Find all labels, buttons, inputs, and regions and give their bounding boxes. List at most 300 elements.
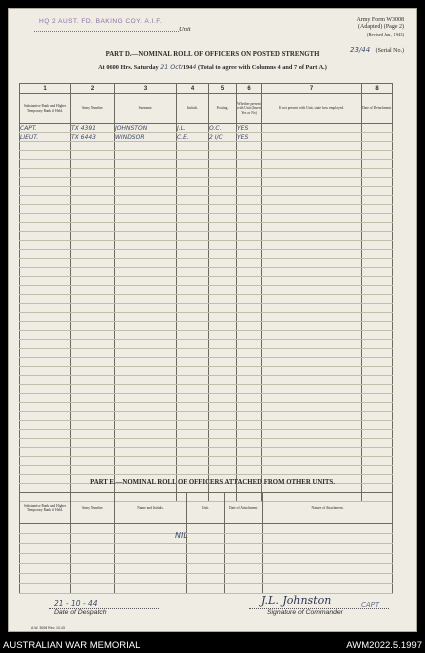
part-d-cell[interactable]	[177, 394, 209, 403]
part-d-cell[interactable]	[20, 196, 71, 205]
part-d-cell[interactable]	[262, 160, 362, 169]
part-d-cell[interactable]	[20, 268, 71, 277]
part-d-cell[interactable]	[71, 349, 115, 358]
part-d-cell[interactable]	[20, 439, 71, 448]
part-e-cell[interactable]	[20, 584, 71, 594]
part-d-cell[interactable]	[177, 214, 209, 223]
part-d-cell[interactable]	[20, 205, 71, 214]
part-d-cell[interactable]	[20, 349, 71, 358]
part-d-cell[interactable]	[262, 385, 362, 394]
part-d-cell[interactable]	[362, 232, 393, 241]
part-d-cell[interactable]	[177, 268, 209, 277]
part-d-cell[interactable]	[71, 376, 115, 385]
part-d-cell[interactable]	[262, 448, 362, 457]
part-d-cell[interactable]	[237, 295, 262, 304]
part-d-cell[interactable]	[115, 295, 177, 304]
part-d-cell[interactable]	[362, 142, 393, 151]
part-d-cell[interactable]	[237, 142, 262, 151]
part-d-cell[interactable]	[115, 376, 177, 385]
part-d-cell[interactable]	[177, 160, 209, 169]
part-d-cell[interactable]	[115, 142, 177, 151]
part-d-cell[interactable]	[20, 277, 71, 286]
part-d-cell[interactable]	[362, 295, 393, 304]
part-e-cell[interactable]	[187, 584, 225, 594]
part-d-cell[interactable]	[115, 412, 177, 421]
part-d-cell[interactable]	[209, 448, 237, 457]
part-d-cell[interactable]	[237, 241, 262, 250]
part-d-cell[interactable]	[177, 304, 209, 313]
part-e-cell[interactable]	[225, 554, 263, 564]
part-d-cell[interactable]	[71, 295, 115, 304]
part-e-cell[interactable]	[225, 584, 263, 594]
part-d-cell[interactable]	[71, 259, 115, 268]
part-d-cell[interactable]	[362, 250, 393, 259]
part-e-cell[interactable]	[115, 544, 187, 554]
part-e-cell[interactable]	[20, 564, 71, 574]
part-d-cell[interactable]	[262, 232, 362, 241]
part-d-cell[interactable]	[20, 430, 71, 439]
part-d-cell[interactable]	[237, 232, 262, 241]
part-d-cell[interactable]	[115, 421, 177, 430]
part-d-cell[interactable]	[177, 232, 209, 241]
part-d-cell[interactable]	[71, 187, 115, 196]
part-e-cell[interactable]	[20, 534, 71, 544]
part-d-cell[interactable]: CAPT.	[20, 124, 71, 133]
part-d-cell[interactable]	[209, 205, 237, 214]
part-d-cell[interactable]	[209, 214, 237, 223]
part-d-cell[interactable]	[20, 241, 71, 250]
part-d-cell[interactable]	[177, 286, 209, 295]
part-d-cell[interactable]	[115, 205, 177, 214]
part-d-cell[interactable]	[20, 151, 71, 160]
part-e-cell[interactable]	[263, 544, 393, 554]
part-d-cell[interactable]	[362, 304, 393, 313]
part-d-cell[interactable]	[237, 457, 262, 466]
part-d-cell[interactable]	[237, 448, 262, 457]
part-d-cell[interactable]	[262, 322, 362, 331]
part-e-cell[interactable]	[187, 534, 225, 544]
part-d-cell[interactable]	[362, 313, 393, 322]
part-d-cell[interactable]	[209, 421, 237, 430]
part-d-cell[interactable]	[177, 439, 209, 448]
part-d-cell[interactable]	[115, 439, 177, 448]
part-d-cell[interactable]	[177, 313, 209, 322]
part-d-cell[interactable]	[209, 331, 237, 340]
part-d-cell[interactable]	[209, 412, 237, 421]
part-d-cell[interactable]	[177, 331, 209, 340]
part-d-cell[interactable]	[71, 232, 115, 241]
part-d-cell[interactable]	[262, 313, 362, 322]
part-d-cell[interactable]	[362, 277, 393, 286]
part-d-cell[interactable]	[209, 340, 237, 349]
part-d-cell[interactable]	[262, 412, 362, 421]
part-d-cell[interactable]	[237, 358, 262, 367]
part-d-cell[interactable]	[115, 286, 177, 295]
part-e-cell[interactable]	[225, 574, 263, 584]
part-d-cell[interactable]	[237, 340, 262, 349]
part-d-cell[interactable]	[209, 178, 237, 187]
part-d-cell[interactable]	[362, 412, 393, 421]
part-d-cell[interactable]	[71, 403, 115, 412]
part-d-cell[interactable]: O.C.	[209, 124, 237, 133]
part-d-cell[interactable]	[362, 394, 393, 403]
part-d-cell[interactable]	[71, 385, 115, 394]
part-d-cell[interactable]	[262, 421, 362, 430]
part-d-cell[interactable]	[177, 349, 209, 358]
part-d-cell[interactable]	[115, 214, 177, 223]
part-d-cell[interactable]	[115, 457, 177, 466]
part-d-cell[interactable]	[115, 304, 177, 313]
part-e-cell[interactable]	[263, 574, 393, 584]
part-d-cell[interactable]	[115, 178, 177, 187]
part-d-cell[interactable]	[262, 439, 362, 448]
part-d-cell[interactable]	[237, 151, 262, 160]
part-d-cell[interactable]	[115, 259, 177, 268]
part-d-cell[interactable]	[209, 160, 237, 169]
part-d-cell[interactable]	[362, 457, 393, 466]
part-d-cell[interactable]	[362, 169, 393, 178]
part-d-cell[interactable]	[237, 304, 262, 313]
part-e-cell[interactable]	[187, 544, 225, 554]
part-d-cell[interactable]	[262, 358, 362, 367]
part-d-cell[interactable]	[20, 214, 71, 223]
part-d-cell[interactable]	[362, 448, 393, 457]
part-d-cell[interactable]	[177, 421, 209, 430]
part-d-cell[interactable]	[209, 403, 237, 412]
part-d-cell[interactable]	[237, 412, 262, 421]
part-d-cell[interactable]	[209, 232, 237, 241]
part-d-cell[interactable]	[262, 178, 362, 187]
part-d-cell[interactable]	[362, 322, 393, 331]
part-d-cell[interactable]	[20, 322, 71, 331]
part-d-cell[interactable]	[71, 160, 115, 169]
part-e-cell[interactable]	[71, 564, 115, 574]
part-d-cell[interactable]	[362, 367, 393, 376]
part-d-cell[interactable]	[115, 160, 177, 169]
part-d-cell[interactable]	[262, 277, 362, 286]
part-e-cell[interactable]	[71, 554, 115, 564]
part-e-cell[interactable]	[20, 524, 71, 534]
part-d-cell[interactable]	[20, 295, 71, 304]
part-d-cell[interactable]	[237, 223, 262, 232]
part-d-cell[interactable]	[362, 358, 393, 367]
part-d-cell[interactable]	[177, 403, 209, 412]
part-e-cell[interactable]	[20, 554, 71, 564]
part-e-cell[interactable]	[115, 554, 187, 564]
part-d-cell[interactable]	[115, 466, 177, 475]
part-d-cell[interactable]	[209, 268, 237, 277]
part-d-cell[interactable]	[71, 205, 115, 214]
part-e-cell[interactable]	[263, 524, 393, 534]
part-d-cell[interactable]	[20, 394, 71, 403]
part-d-cell[interactable]	[262, 457, 362, 466]
part-d-cell[interactable]	[262, 250, 362, 259]
part-d-cell[interactable]	[362, 349, 393, 358]
part-d-cell[interactable]	[20, 340, 71, 349]
part-d-cell[interactable]	[71, 313, 115, 322]
part-d-cell[interactable]	[177, 178, 209, 187]
part-d-cell[interactable]	[262, 187, 362, 196]
part-d-cell[interactable]	[237, 214, 262, 223]
part-d-cell[interactable]	[115, 385, 177, 394]
part-d-cell[interactable]	[237, 160, 262, 169]
part-d-cell[interactable]	[177, 169, 209, 178]
part-d-cell[interactable]	[262, 223, 362, 232]
part-d-cell[interactable]	[115, 313, 177, 322]
part-d-cell[interactable]	[237, 421, 262, 430]
part-d-cell[interactable]	[237, 277, 262, 286]
part-d-cell[interactable]	[209, 358, 237, 367]
part-d-cell[interactable]	[362, 286, 393, 295]
part-d-cell[interactable]	[262, 142, 362, 151]
part-d-cell[interactable]	[262, 259, 362, 268]
part-e-cell[interactable]	[71, 574, 115, 584]
part-d-cell[interactable]: YES	[237, 133, 262, 142]
part-d-cell[interactable]	[115, 169, 177, 178]
part-d-cell[interactable]	[237, 286, 262, 295]
part-d-cell[interactable]	[237, 178, 262, 187]
part-e-cell[interactable]	[225, 524, 263, 534]
part-d-cell[interactable]	[71, 304, 115, 313]
part-d-cell[interactable]	[115, 241, 177, 250]
part-d-cell[interactable]	[115, 187, 177, 196]
part-d-cell[interactable]	[362, 214, 393, 223]
part-d-cell[interactable]	[177, 187, 209, 196]
part-d-cell[interactable]	[237, 268, 262, 277]
part-d-cell[interactable]	[20, 412, 71, 421]
part-d-cell[interactable]	[20, 223, 71, 232]
part-d-cell[interactable]	[177, 385, 209, 394]
part-d-cell[interactable]	[115, 277, 177, 286]
part-d-cell[interactable]	[262, 241, 362, 250]
part-d-cell[interactable]	[262, 268, 362, 277]
part-d-cell[interactable]	[237, 403, 262, 412]
part-d-cell[interactable]	[209, 196, 237, 205]
part-e-cell[interactable]	[263, 584, 393, 594]
part-d-cell[interactable]	[71, 214, 115, 223]
part-d-cell[interactable]	[177, 376, 209, 385]
part-d-cell[interactable]	[71, 448, 115, 457]
part-d-cell[interactable]	[177, 196, 209, 205]
part-d-cell[interactable]	[209, 349, 237, 358]
part-d-cell[interactable]	[177, 277, 209, 286]
part-d-cell[interactable]	[115, 151, 177, 160]
part-d-cell[interactable]	[71, 358, 115, 367]
part-d-cell[interactable]	[71, 178, 115, 187]
part-d-cell[interactable]	[209, 169, 237, 178]
part-d-cell[interactable]	[71, 223, 115, 232]
part-d-cell[interactable]	[20, 304, 71, 313]
part-d-cell[interactable]	[71, 430, 115, 439]
part-d-cell[interactable]	[209, 376, 237, 385]
part-d-cell[interactable]	[115, 268, 177, 277]
part-d-cell[interactable]	[362, 340, 393, 349]
part-d-cell[interactable]	[71, 286, 115, 295]
part-d-cell[interactable]	[71, 367, 115, 376]
part-d-cell[interactable]	[115, 322, 177, 331]
part-d-cell[interactable]	[362, 259, 393, 268]
part-d-cell[interactable]	[362, 268, 393, 277]
part-d-cell[interactable]	[177, 358, 209, 367]
part-d-cell[interactable]	[209, 250, 237, 259]
part-d-cell[interactable]: J.L.	[177, 124, 209, 133]
part-d-cell[interactable]	[177, 259, 209, 268]
part-d-cell[interactable]	[209, 466, 237, 475]
part-d-cell[interactable]	[20, 250, 71, 259]
part-d-cell[interactable]	[209, 187, 237, 196]
part-e-cell[interactable]	[225, 564, 263, 574]
part-d-cell[interactable]	[177, 322, 209, 331]
part-d-cell[interactable]	[20, 367, 71, 376]
part-d-cell[interactable]	[362, 205, 393, 214]
part-d-cell[interactable]	[71, 457, 115, 466]
part-d-cell[interactable]	[362, 403, 393, 412]
part-d-cell[interactable]	[237, 430, 262, 439]
part-d-cell[interactable]	[115, 223, 177, 232]
part-d-cell[interactable]	[237, 187, 262, 196]
part-d-cell[interactable]	[362, 430, 393, 439]
part-d-cell[interactable]	[362, 124, 393, 133]
part-d-cell[interactable]	[362, 331, 393, 340]
part-d-cell[interactable]	[237, 169, 262, 178]
part-d-cell[interactable]	[71, 331, 115, 340]
part-d-cell[interactable]	[262, 331, 362, 340]
part-d-cell[interactable]	[115, 340, 177, 349]
part-d-cell[interactable]	[237, 313, 262, 322]
part-d-cell[interactable]	[237, 439, 262, 448]
part-d-cell[interactable]	[209, 394, 237, 403]
part-d-cell[interactable]	[262, 196, 362, 205]
part-d-cell[interactable]	[262, 367, 362, 376]
part-d-cell[interactable]	[20, 232, 71, 241]
part-d-cell[interactable]	[237, 322, 262, 331]
part-d-cell[interactable]	[115, 196, 177, 205]
part-d-cell[interactable]	[262, 466, 362, 475]
part-d-cell[interactable]	[262, 295, 362, 304]
part-d-cell[interactable]	[262, 376, 362, 385]
part-d-cell[interactable]	[20, 466, 71, 475]
part-d-cell[interactable]	[262, 430, 362, 439]
part-d-cell[interactable]	[115, 367, 177, 376]
part-d-cell[interactable]	[362, 196, 393, 205]
part-d-cell[interactable]	[20, 376, 71, 385]
part-d-cell[interactable]	[209, 385, 237, 394]
part-d-cell[interactable]: LIEUT.	[20, 133, 71, 142]
part-d-cell[interactable]	[177, 430, 209, 439]
part-d-cell[interactable]: TX 4391	[71, 124, 115, 133]
part-d-cell[interactable]	[71, 169, 115, 178]
part-d-cell[interactable]	[262, 394, 362, 403]
part-d-cell[interactable]	[262, 169, 362, 178]
part-d-cell[interactable]	[237, 196, 262, 205]
part-e-cell[interactable]	[187, 564, 225, 574]
part-d-cell[interactable]	[115, 358, 177, 367]
part-d-cell[interactable]: WINDSOR	[115, 133, 177, 142]
part-d-cell[interactable]	[177, 250, 209, 259]
part-d-cell[interactable]	[262, 286, 362, 295]
part-d-cell[interactable]	[71, 466, 115, 475]
part-d-cell[interactable]: TX 6443	[71, 133, 115, 142]
part-d-cell[interactable]	[177, 142, 209, 151]
part-d-cell[interactable]	[20, 313, 71, 322]
part-d-cell[interactable]	[362, 133, 393, 142]
part-d-cell[interactable]	[209, 241, 237, 250]
part-d-cell[interactable]	[262, 403, 362, 412]
part-e-cell[interactable]	[225, 544, 263, 554]
part-d-cell[interactable]	[20, 421, 71, 430]
part-e-cell[interactable]	[115, 564, 187, 574]
part-d-cell[interactable]	[177, 340, 209, 349]
part-d-cell[interactable]	[362, 439, 393, 448]
part-d-cell[interactable]	[71, 151, 115, 160]
part-d-cell[interactable]	[262, 151, 362, 160]
part-d-cell[interactable]	[20, 448, 71, 457]
part-d-cell[interactable]	[262, 349, 362, 358]
part-d-cell[interactable]	[20, 160, 71, 169]
part-d-cell[interactable]	[177, 457, 209, 466]
part-d-cell[interactable]	[177, 448, 209, 457]
part-d-cell[interactable]	[362, 376, 393, 385]
part-d-cell[interactable]	[237, 259, 262, 268]
part-d-cell[interactable]: JOHNSTON	[115, 124, 177, 133]
part-d-cell[interactable]	[209, 367, 237, 376]
part-e-cell[interactable]	[71, 534, 115, 544]
part-d-cell[interactable]	[20, 457, 71, 466]
part-e-cell[interactable]	[115, 574, 187, 584]
part-d-cell[interactable]	[237, 385, 262, 394]
part-d-cell[interactable]	[115, 232, 177, 241]
part-d-cell[interactable]	[237, 205, 262, 214]
part-e-cell[interactable]	[71, 584, 115, 594]
part-d-cell[interactable]	[71, 196, 115, 205]
part-d-cell[interactable]	[209, 223, 237, 232]
part-e-cell[interactable]	[263, 564, 393, 574]
part-d-cell[interactable]	[71, 439, 115, 448]
part-d-cell[interactable]	[237, 349, 262, 358]
part-e-cell[interactable]	[263, 534, 393, 544]
part-d-cell[interactable]	[237, 367, 262, 376]
part-d-cell[interactable]	[20, 169, 71, 178]
part-d-cell[interactable]	[262, 304, 362, 313]
part-d-cell[interactable]	[20, 286, 71, 295]
part-d-cell[interactable]: YES	[237, 124, 262, 133]
part-e-cell[interactable]	[225, 534, 263, 544]
part-d-cell[interactable]	[362, 241, 393, 250]
part-d-cell[interactable]	[115, 394, 177, 403]
part-d-cell[interactable]	[209, 322, 237, 331]
part-d-cell[interactable]	[71, 340, 115, 349]
part-d-cell[interactable]	[20, 331, 71, 340]
part-d-cell[interactable]	[177, 412, 209, 421]
part-d-cell[interactable]	[20, 403, 71, 412]
part-d-cell[interactable]	[209, 142, 237, 151]
part-d-cell[interactable]	[71, 250, 115, 259]
part-d-cell[interactable]	[115, 349, 177, 358]
part-d-cell[interactable]	[20, 385, 71, 394]
part-d-cell[interactable]	[362, 223, 393, 232]
part-d-cell[interactable]	[177, 466, 209, 475]
part-d-cell[interactable]	[177, 205, 209, 214]
part-d-cell[interactable]	[71, 241, 115, 250]
part-e-cell[interactable]	[115, 584, 187, 594]
part-d-cell[interactable]	[237, 394, 262, 403]
part-d-cell[interactable]	[362, 151, 393, 160]
part-d-cell[interactable]	[362, 178, 393, 187]
part-d-cell[interactable]	[209, 457, 237, 466]
part-e-cell[interactable]	[20, 544, 71, 554]
part-d-cell[interactable]	[209, 286, 237, 295]
part-e-cell[interactable]	[187, 524, 225, 534]
